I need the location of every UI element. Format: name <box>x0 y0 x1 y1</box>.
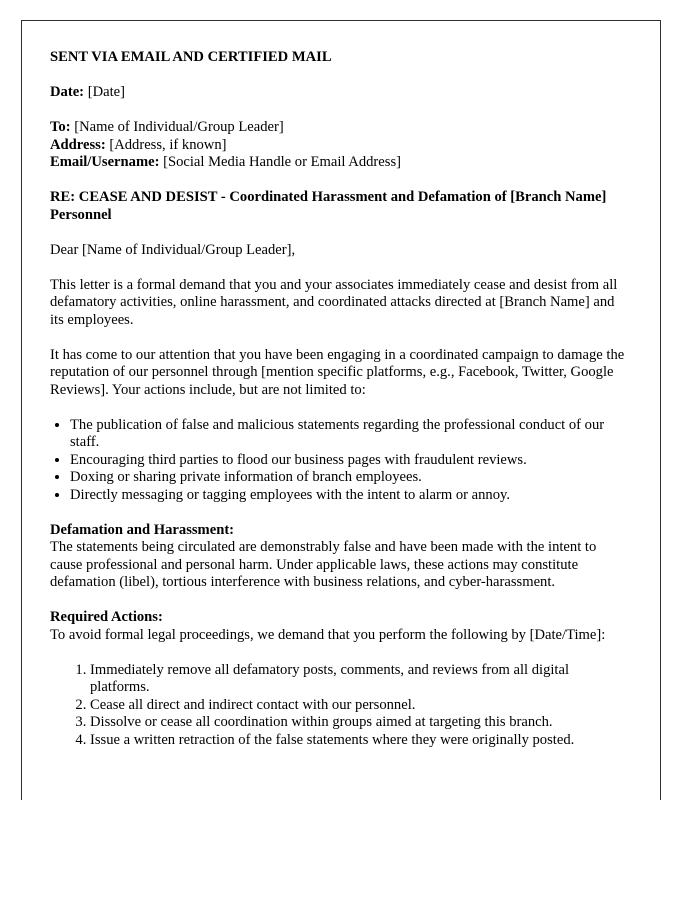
paragraph-attention: It has come to our attention that you have been engaging in a coordinated campaign to damage the reputation of our personnel through [mention specific platforms, e.g., Facebook, Twitter, Google Reviews]. Your actions include, but are not limited to: <box>50 346 625 398</box>
defamation-body: The statements being circulated are demonstrably false and have been made with the intent to cause professional and personal harm. Under applicable laws, these actions may constitute defamation (libel), tortious interference with business relations, and cyber-harassment. <box>50 539 597 590</box>
delivery-method-text: SENT VIA EMAIL AND CERTIFIED MAIL <box>50 49 332 65</box>
to-label: To: <box>50 119 71 135</box>
salutation: Dear [Name of Individual/Group Leader], <box>50 241 296 258</box>
required-action-item: 3. Dissolve or cease all coordination within groups aimed at targeting this branch. <box>90 714 631 732</box>
required-actions-heading: Required Actions: <box>50 609 163 625</box>
delivery-method-line <box>50 49 631 67</box>
to-placeholder: [Name of Individual/Group Leader] <box>74 119 284 135</box>
date-line <box>50 84 631 102</box>
defamation-heading: Defamation and Harassment: <box>50 521 235 538</box>
offense-item: • Directly messaging or tagging employees with the intent to alarm or annoy. <box>70 487 631 505</box>
offense-item: • The publication of false and malicious statements regarding the professional conduct of our staff. <box>70 417 631 452</box>
required-action-item: 4. Issue a written retraction of the false statements where they were originally posted. <box>90 732 631 750</box>
recipient-to-line <box>50 119 284 135</box>
required-actions-list <box>50 662 631 750</box>
recipient-address-line <box>50 137 226 153</box>
date-placeholder: [Date] <box>87 84 125 100</box>
date-label: Date: <box>50 84 85 100</box>
email-label: Email/Username: <box>50 154 160 170</box>
email-placeholder: [Social Media Handle or Email Address] <box>163 154 401 170</box>
recipient-email-line <box>50 154 401 170</box>
address-label: Address: <box>50 136 106 153</box>
required-action-item: 1. Immediately remove all defamatory posts, comments, and reviews from all digital platforms. <box>90 662 631 697</box>
required-actions-intro: To avoid formal legal proceedings, we demand that you perform the following by [Date/Time]: <box>50 626 606 643</box>
offense-item: • Doxing or sharing private information of branch employees. <box>70 469 631 487</box>
offense-list <box>50 417 631 505</box>
recipient-block <box>50 119 631 172</box>
required-action-item: 2. Cease all direct and indirect contact with our personnel. <box>90 697 631 715</box>
paragraph-demand: This letter is a formal demand that you and your associates immediately cease and desist from all defamatory activities, online harassment, and coordinated attacks directed at [Branch Name] and its employees. <box>50 276 618 328</box>
offense-item: • Encouraging third parties to flood our business pages with fraudulent reviews. <box>70 452 631 470</box>
defamation-section <box>50 522 631 592</box>
subject-line: RE: CEASE AND DESIST - Coordinated Harassment and Defamation of [Branch Name] Personnel <box>50 189 607 223</box>
letter-page <box>21 20 661 800</box>
address-placeholder: [Address, if known] <box>109 136 227 153</box>
required-actions-section <box>50 609 631 644</box>
